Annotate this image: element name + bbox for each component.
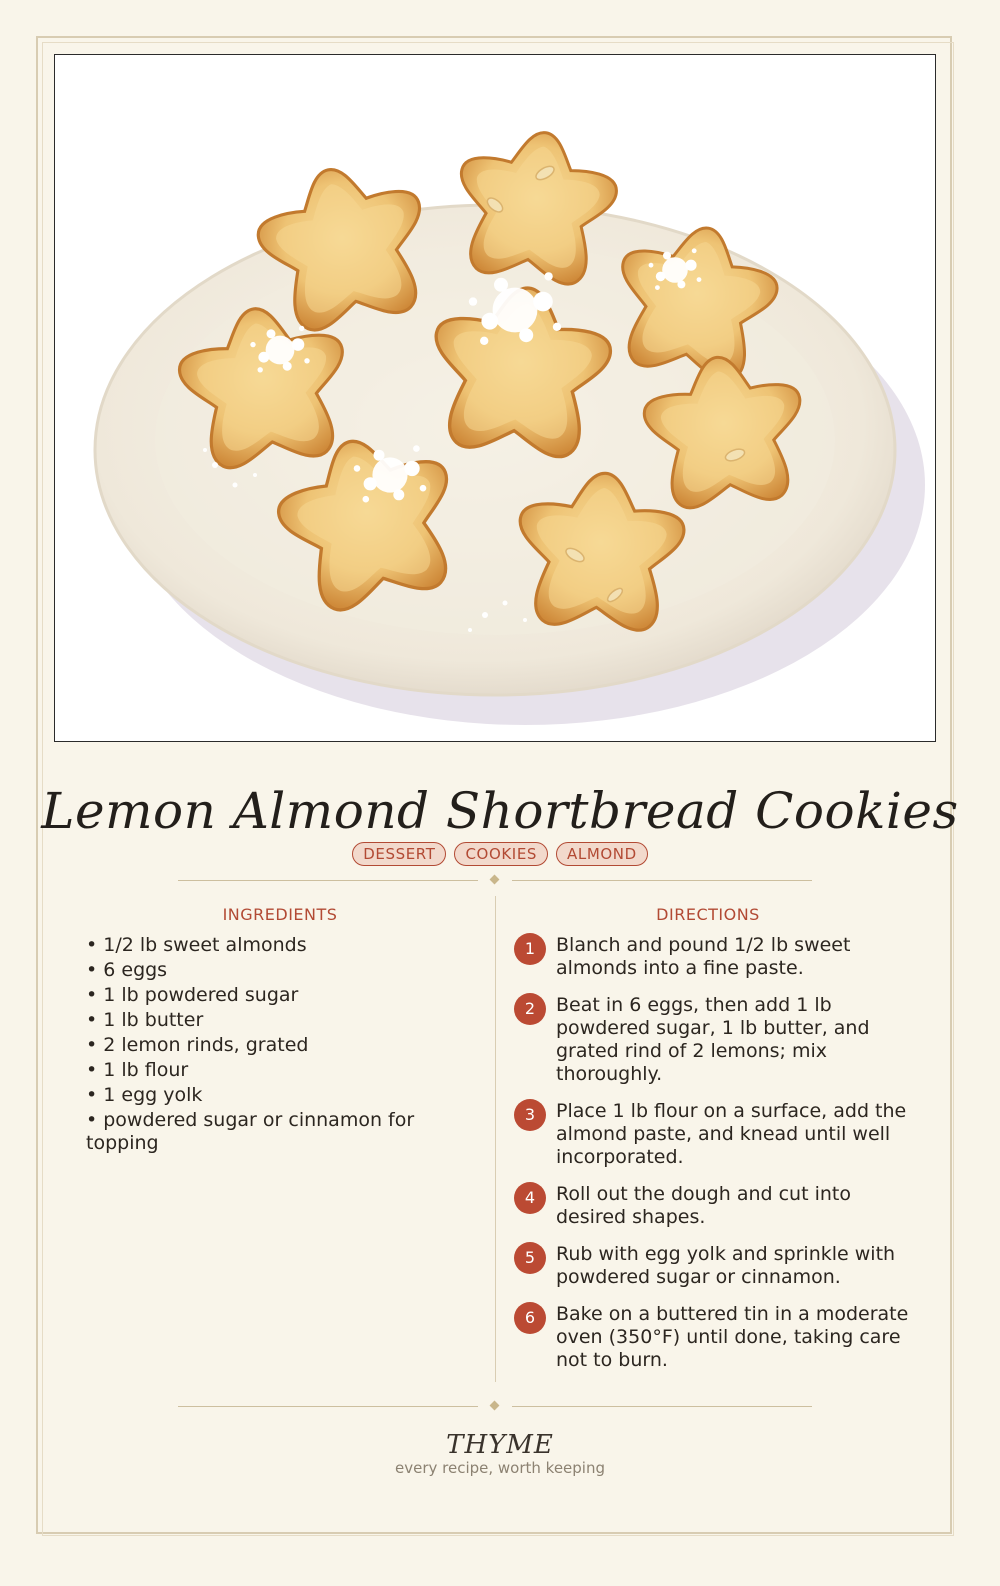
ingredient-item: • powdered sugar or cinnamon for topping bbox=[86, 1109, 415, 1154]
divider-right bbox=[512, 880, 812, 881]
step-number-badge: 1 bbox=[514, 933, 546, 965]
tag-cookies[interactable]: COOKIES bbox=[454, 842, 548, 866]
directions-heading: DIRECTIONS bbox=[656, 905, 760, 924]
ingredient-item: • 6 eggs bbox=[86, 959, 168, 981]
step-text: Beat in 6 eggs, then add 1 lb powdered sugar, 1 lb butter, and grated rind of 2 lemons; mix thoroughly. bbox=[556, 994, 870, 1085]
column-divider bbox=[495, 896, 496, 1382]
direction-step bbox=[514, 934, 914, 980]
step-text: Bake on a buttered tin in a moderate oven (350°F) until done, taking care not to burn. bbox=[556, 1303, 909, 1371]
direction-step bbox=[514, 1183, 914, 1229]
ingredients-list bbox=[86, 934, 466, 1157]
ingredient-item: • 1 lb powdered sugar bbox=[86, 984, 299, 1006]
step-number-badge: 2 bbox=[514, 993, 546, 1025]
step-text: Roll out the dough and cut into desired shapes. bbox=[556, 1183, 851, 1228]
ingredient-item: • 2 lemon rinds, grated bbox=[86, 1034, 309, 1056]
direction-step bbox=[514, 1243, 914, 1289]
step-text: Rub with egg yolk and sprinkle with powdered sugar or cinnamon. bbox=[556, 1243, 896, 1288]
brand-name: THYME bbox=[446, 1430, 554, 1460]
tag-list bbox=[0, 842, 1000, 866]
brand-tagline: every recipe, worth keeping bbox=[394, 1459, 605, 1477]
divider-left bbox=[178, 880, 478, 881]
footer-divider-right bbox=[512, 1406, 812, 1407]
ingredient-item: • 1 egg yolk bbox=[86, 1084, 203, 1106]
step-number-badge: 3 bbox=[514, 1099, 546, 1131]
directions-list bbox=[514, 934, 914, 1386]
step-text: Blanch and pound 1/2 lb sweet almonds into a fine paste. bbox=[556, 934, 851, 979]
direction-step bbox=[514, 1100, 914, 1169]
direction-step bbox=[514, 1303, 914, 1372]
ingredient-item: • 1 lb butter bbox=[86, 1009, 204, 1031]
direction-step bbox=[514, 994, 914, 1086]
step-number-badge: 4 bbox=[514, 1182, 546, 1214]
ingredient-item: • 1/2 lb sweet almonds bbox=[86, 934, 307, 956]
tag-dessert[interactable]: DESSERT bbox=[352, 842, 446, 866]
recipe-title: Lemon Almond Shortbread Cookies bbox=[41, 782, 959, 840]
step-number-badge: 6 bbox=[514, 1302, 546, 1334]
ingredients-heading: INGREDIENTS bbox=[222, 905, 338, 924]
ingredient-item: • 1 lb flour bbox=[86, 1059, 189, 1081]
cookie-plate-illustration bbox=[54, 54, 936, 742]
tag-almond[interactable]: ALMOND bbox=[556, 842, 648, 866]
step-text: Place 1 lb flour on a surface, add the almond paste, and knead until well incorporated. bbox=[556, 1100, 907, 1168]
step-number-badge: 5 bbox=[514, 1242, 546, 1274]
footer-divider-left bbox=[178, 1406, 478, 1407]
